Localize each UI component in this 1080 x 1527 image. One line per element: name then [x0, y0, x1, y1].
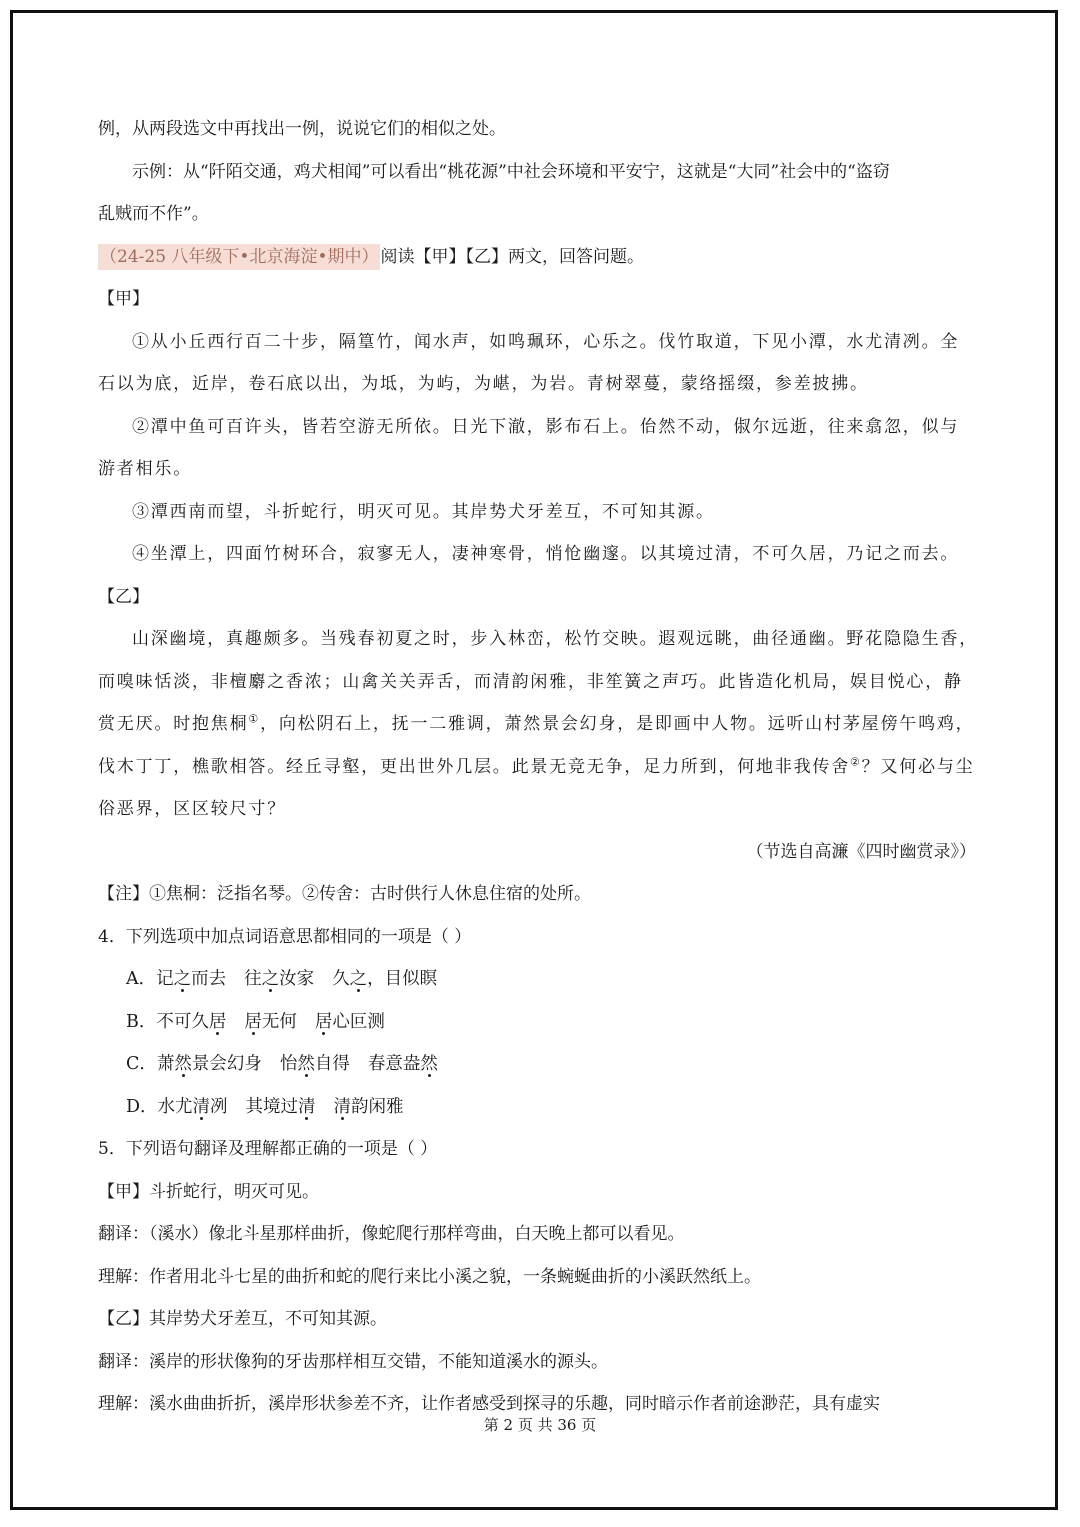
dotted-word: 然 [174, 1054, 192, 1074]
text-span: 萧 [156, 1054, 175, 1074]
option-b [98, 1001, 982, 1044]
q5-jia-translation: 翻译：（溪水）像北斗星那样曲折，像蛇爬行那样弯曲，白天晚上都可以看见。 [98, 1224, 685, 1244]
option-c [98, 1043, 982, 1086]
option-letter: A． [126, 969, 157, 989]
text-span: 伐木丁丁，樵歌相答。经丘寻壑，更出世外几层。此景无竞无争，足力所到，何地非我传舍 [98, 756, 850, 777]
dotted-word: 之 [173, 969, 192, 989]
text-span: 久 [332, 969, 350, 989]
text-span: 自得 [314, 1054, 350, 1074]
question-intro [98, 236, 982, 279]
text-span: 怡 [279, 1054, 298, 1074]
jia-paragraph-3: ③潭西南而望，斗折蛇行，明灭可见。其岸势犬牙差互，不可知其源。 [132, 501, 715, 522]
document-body [98, 108, 982, 1426]
text-span: 不可久 [156, 1011, 209, 1032]
example-line-cont: 乱贼而不作”。 [98, 204, 209, 224]
yi-label: 【乙】 [98, 586, 149, 607]
q5-yi-translation: 翻译：溪岸的形状像狗的牙齿那样相互交错，不能知道溪水的源头。 [98, 1351, 608, 1372]
yi-paragraph-cont [98, 746, 982, 789]
yi-paragraph-cont [98, 703, 982, 746]
dotted-word: 居 [244, 1011, 262, 1032]
text-span: 而去 [191, 969, 227, 989]
question-5: 5．下列语句翻译及理解都正确的一项是（ ） [98, 1139, 438, 1159]
question-intro-text: 阅读【甲】【乙】两文，回答问题。 [380, 246, 644, 267]
text-span: ，向松阴石上，抚一二雅调，萧然景会幻身，是即画中人物。远听山村茅屋傍午鸣鸡， [260, 714, 975, 734]
q5-jia-understanding: 理解：作者用北斗七星的曲折和蛇的爬行来比小溪之貌，一条蜿蜒曲折的小溪跃然纸上。 [98, 1266, 761, 1287]
option-letter: B． [126, 1011, 157, 1032]
text-span: 其境过 [245, 1096, 299, 1117]
question-4: 4．下列选项中加点词语意思都相同的一项是（ ） [98, 926, 472, 947]
text-span: 水尤 [157, 1096, 193, 1117]
q5-jia-sentence: 【甲】斗折蛇行，明灭可见。 [98, 1181, 319, 1202]
text-span: ，目似瞑 [367, 969, 438, 989]
dotted-word: 居 [208, 1011, 227, 1032]
text-span: 无何 [261, 1011, 297, 1032]
option-letter: C． [126, 1054, 157, 1074]
page-number: 第 2 页 共 36 页 [483, 1416, 597, 1434]
footnote-mark: ① [248, 712, 261, 726]
dotted-word: 之 [349, 969, 368, 989]
text-span: ？又何必与尘 [861, 756, 975, 777]
dotted-word: 然 [297, 1054, 315, 1074]
option-a [98, 958, 982, 1001]
jia-paragraph-1-cont: 石以为底，近岸，卷石底以出，为坻，为屿，为嵁，为岩。青树翠蔓，蒙络摇缀，参差披拂。 [98, 374, 869, 394]
yi-paragraph-cont: 而嗅味恬淡，非檀麝之香浓；山禽关关弄舌，而清韵闲雅，非笙簧之声巧。此皆造化机局，娱目悦心，静 [98, 671, 963, 692]
dotted-word: 清 [298, 1096, 316, 1117]
text-span: 春意盎 [367, 1054, 421, 1074]
text-span: 汝家 [279, 969, 315, 989]
example-line: 示例：从“阡陌交通，鸡犬相闻”可以看出“桃花源”中社会环境和平安宁，这就是“大同”社会中的“盗窃 [132, 161, 890, 182]
source-tag: （24-25 八年级下•北京海淀•期中） [98, 244, 380, 270]
yi-paragraph: 山深幽境，真趣颇多。当残春初夏之时，步入林峦，松竹交映。遐观远眺，曲径通幽。野花隐隐生香， [132, 629, 978, 649]
dotted-word: 然 [420, 1054, 438, 1074]
source-attribution: （节选自高濂《四时幽赏录》） [746, 841, 976, 862]
jia-label: 【甲】 [98, 289, 149, 309]
text-span: 冽 [210, 1096, 228, 1117]
q5-yi-understanding: 理解：溪水曲曲折折，溪岸形状参差不齐，让作者感受到探寻的乐趣，同时暗示作者前途渺茫，具有虚实 [98, 1394, 880, 1414]
jia-paragraph-4: ④坐潭上，四面竹树环合，寂寥无人，凄神寒骨，悄怆幽邃。以其境过清，不可久居，乃记之而去。 [132, 544, 960, 564]
text-span: 赏无厌。时抱焦桐 [98, 714, 249, 734]
dotted-word: 清 [192, 1096, 211, 1117]
dotted-word: 居 [314, 1011, 333, 1032]
text-line: 例，从两段选文中再找出一例，说说它们的相似之处。 [98, 119, 506, 139]
text-span: 往 [244, 969, 262, 989]
footnote-mark: ② [850, 754, 862, 768]
option-d [98, 1086, 982, 1129]
text-span: 景会幻身 [191, 1054, 262, 1074]
dotted-word: 清 [333, 1096, 352, 1117]
jia-paragraph-2-cont: 游者相乐。 [98, 459, 192, 479]
dotted-word: 之 [261, 969, 280, 989]
text-span: 韵闲雅 [351, 1096, 404, 1117]
text-span: 记 [156, 969, 174, 989]
jia-paragraph-1: ①从小丘西行百二十步，隔篁竹，闻水声，如鸣珮环，心乐之。伐竹取道，下见小潭，水尤清冽。全 [132, 331, 960, 352]
yi-paragraph-cont: 俗恶界，区区较尺寸？ [98, 799, 286, 819]
jia-paragraph-2: ②潭中鱼可百许头，皆若空游无所依。日光下澈，影布石上。佁然不动，俶尔远逝，往来翕忽，似与 [132, 416, 960, 437]
option-letter: D． [126, 1096, 158, 1117]
text-span: 心叵测 [332, 1011, 385, 1032]
q5-yi-sentence: 【乙】其岸势犬牙差互，不可知其源。 [98, 1309, 387, 1329]
footnote: 【注】①焦桐：泛指名琴。②传舍：古时供行人休息住宿的处所。 [98, 884, 591, 904]
